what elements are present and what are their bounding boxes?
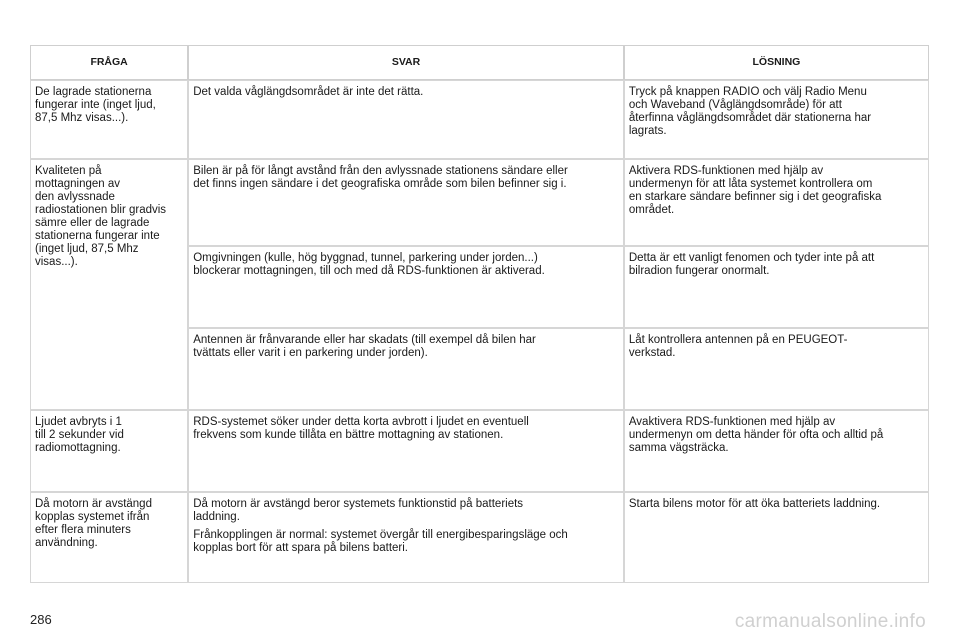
solution-cell bbox=[624, 246, 929, 328]
solution-cell bbox=[624, 492, 929, 583]
answer-cell bbox=[188, 328, 624, 410]
answer-text: Antennen är frånvarande eller har skadats (till exempel då bilen har tvättats eller varit i en parkering under jorden). bbox=[193, 334, 536, 359]
answer-cell bbox=[188, 80, 624, 159]
solution-cell bbox=[624, 328, 929, 410]
answer-cell bbox=[188, 410, 624, 492]
solution-text: Tryck på knappen RADIO och välj Radio Menu och Waveband (Våglängdsområde) för att återfinna våglängdsområdet där stationerna har lagrats. bbox=[628, 86, 872, 137]
table-row bbox=[30, 80, 929, 159]
watermark-text: carmanualsonline.info bbox=[734, 611, 926, 632]
answer-paragraph: Då motorn är avstängd beror systemets funktionstid på batteriets laddning. bbox=[193, 498, 524, 523]
question-text: Kvaliteten på mottagningen av den avlyssnade radiostationen blir gradvis sämre eller de lagrade stationerna fungerar inte (inget ljud, 87,5 Mhz visas...). bbox=[35, 165, 167, 268]
question-cell bbox=[30, 80, 188, 159]
solution-text: Detta är ett vanligt fenomen och tyder inte på att bilradion fungerar onormalt. bbox=[628, 252, 875, 277]
solution-text: Avaktivera RDS-funktionen med hjälp av undermenyn om detta händer för ofta och alltid på samma vägsträcka. bbox=[628, 416, 884, 454]
answer-cell bbox=[188, 246, 624, 328]
answer-paragraph: Frånkopplingen är normal: systemet övergår till energibesparingsläge och kopplas bort för att spara på bilens batteri. bbox=[193, 529, 568, 554]
question-text: De lagrade stationerna fungerar inte (inget ljud, 87,5 Mhz visas...). bbox=[35, 86, 156, 124]
answer-text: RDS-systemet söker under detta korta avbrott i ljudet en eventuell frekvens som kunde tillåta en bättre mottagning av stationen. bbox=[193, 416, 529, 441]
answer-cell bbox=[188, 492, 624, 583]
header-solution: LÖSNING bbox=[624, 45, 929, 80]
troubleshooting-table bbox=[30, 45, 929, 583]
solution-text: Starta bilens motor för att öka batteriets laddning. bbox=[628, 498, 881, 510]
solution-cell bbox=[624, 159, 929, 246]
answer-cell bbox=[188, 159, 624, 246]
header-question: FRÅGA bbox=[30, 45, 188, 80]
table-row bbox=[30, 410, 929, 492]
solution-text: Låt kontrollera antennen på en PEUGEOT- verkstad. bbox=[628, 334, 848, 359]
answer-text: Bilen är på för långt avstånd från den avlyssnade stationens sändare eller det finns ingen sändare i det geografiska område som bilen befinner sig i. bbox=[193, 165, 568, 190]
question-cell bbox=[30, 492, 188, 583]
solution-cell bbox=[624, 80, 929, 159]
question-text: Ljudet avbryts i 1 till 2 sekunder vid radiomottagning. bbox=[35, 416, 124, 454]
solution-cell bbox=[624, 410, 929, 492]
answer-text: Det valda våglängdsområdet är inte det rätta. bbox=[193, 86, 424, 98]
page-number: 286 bbox=[30, 612, 52, 627]
question-text: Då motorn är avstängd kopplas systemet ifrån efter flera minuters användning. bbox=[35, 498, 152, 549]
header-answer: SVAR bbox=[188, 45, 624, 80]
answer-text: Omgivningen (kulle, hög byggnad, tunnel, parkering under jorden...) blockerar mottagningen, till och med då RDS-funktionen är aktiverad. bbox=[193, 252, 545, 277]
table-row bbox=[30, 159, 929, 246]
table-header-row bbox=[30, 45, 929, 80]
solution-text: Aktivera RDS-funktionen med hjälp av undermenyn för att låta systemet kontrollera om en starkare sändare befinner sig i det geografiska området. bbox=[628, 165, 882, 216]
table-row bbox=[30, 492, 929, 583]
question-cell bbox=[30, 159, 188, 410]
question-cell bbox=[30, 410, 188, 492]
